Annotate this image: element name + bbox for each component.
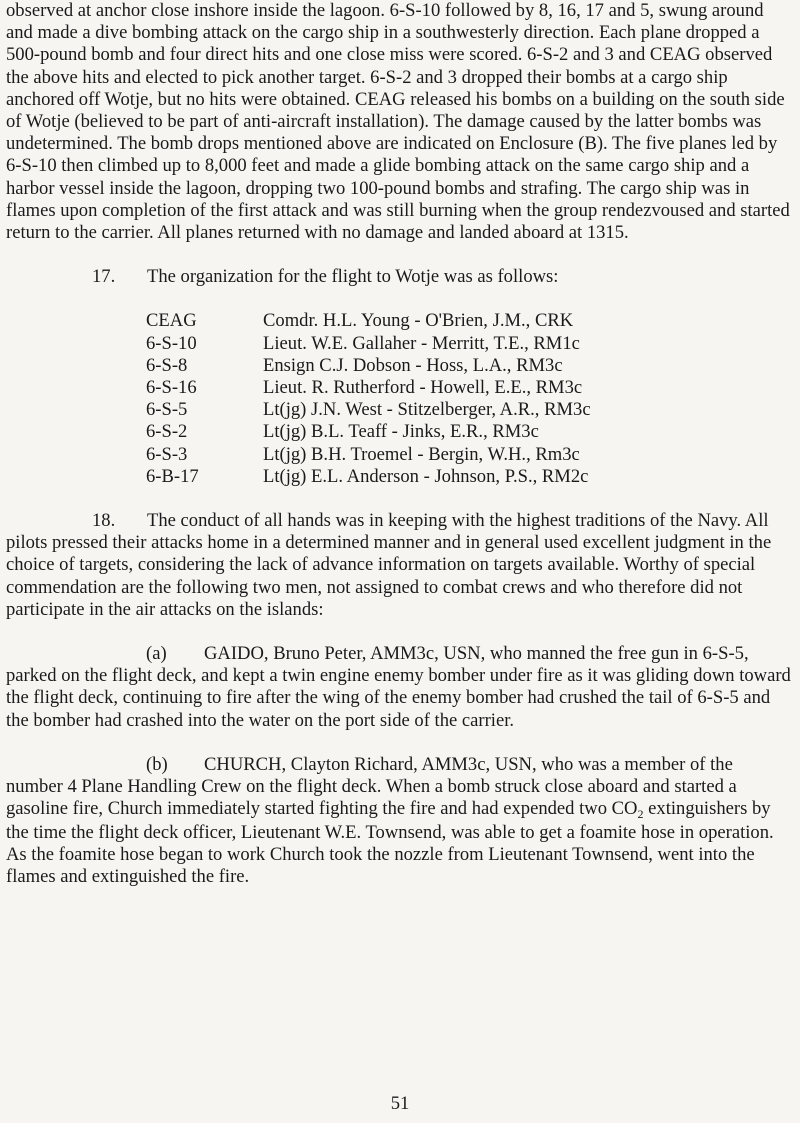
crew-names: Lieut. W.E. Gallaher - Merritt, T.E., RM1c [263,332,580,354]
paragraph-text: The conduct of all hands was in keeping with the highest traditions of the Navy. All pilots pressed their attacks home in a determined manner and in general used excellent judgment in the choice of targets, considering the lack of advance information on targets available. Worthy of special commendation are the following two men, not assigned to combat crews and who therefore did not participate in the air attacks on the islands: [6,510,772,620]
roster-row [146,399,591,421]
flight-roster [146,310,591,488]
page-number: 51 [390,1093,410,1114]
crew-names: Lt(jg) E.L. Anderson - Johnson, P.S., RM2c [263,465,589,487]
commendation-item-b [6,754,791,888]
item-text: GAIDO, Bruno Peter, AMM3c, USN, who manned the free gun in 6-S-5, parked on the flight deck, and kept a twin engine enemy bomber under fire as it was gliding down toward the flight deck, continuing to fire after the wing of the enemy bomber had crushed the tail of 6-S-5 and the bomber had crashed into the water on the port side of the carrier. [6,643,791,731]
crew-names: Lt(jg) J.N. West - Stitzelberger, A.R., RM3c [263,399,591,421]
paragraph-text: The organization for the flight to Wotje was as follows: [147,266,559,288]
document-body [6,0,791,888]
plane-code: 6-S-3 [146,443,188,465]
roster-row [146,355,591,377]
subscript-two: 2 [637,807,644,822]
item-text-continued: extinguishers by the time the flight deck officer, Lieutenant W.E. Townsend, was able to get a foamite hose in operation. As the foamite hose began to work Church took the nozzle from Lieutenant Townsend, went into the flames and extinguished the fire. [6,798,774,887]
crew-names: Lt(jg) B.L. Teaff - Jinks, E.R., RM3c [263,421,539,443]
plane-code: 6-S-8 [146,354,188,376]
item-label: (b) [146,753,168,775]
paragraph-number: 17. [92,266,116,288]
paragraph-17 [6,266,791,288]
roster-row [146,421,591,443]
roster-row [146,466,591,488]
crew-names: Lt(jg) B.H. Troemel - Bergin, W.H., Rm3c [263,443,580,465]
roster-row [146,444,591,466]
roster-row [146,333,591,355]
plane-code: 6-S-16 [146,377,197,399]
item-label: (a) [146,643,167,665]
commendation-item-a [6,643,791,732]
roster-row [146,377,591,399]
plane-code: 6-S-5 [146,399,188,421]
crew-names: Ensign C.J. Dobson - Hoss, L.A., RM3c [263,354,563,376]
roster-row [146,310,591,332]
item-text: CHURCH, Clayton Richard, AMM3c, USN, who was a member of the number 4 Plane Handling Crew on the flight deck. When a bomb struck close aboard and started a gasoline fire, Church immediately started fighting the fire and had expended two CO [6,753,737,820]
plane-code: 6-S-10 [146,332,197,354]
continued-paragraph: observed at anchor close inshore inside the lagoon. 6-S-10 followed by 8, 16, 17 and 5, swung around and made a dive bombing attack on the cargo ship in a southwesterly direction. Each plane dropped a 500-pound bomb and four direct hits and one close miss were scored. 6-S-2 and 3 and CEAG observed the above hits and elected to pick another target. 6-S-2 and 3 dropped their bombs at a cargo ship anchored off Wotje, but no hits were obtained. CEAG released his bombs on a building on the south side of Wotje (believed to be part of anti-aircraft installation). The damage caused by the latter bombs was undetermined. The bomb drops mentioned above are indicated on Enclosure (B). The five planes led by 6-S-10 then climbed up to 8,000 feet and made a glide bombing attack on the same cargo ship and a harbor vessel inside the lagoon, dropping two 100-pound bombs and strafing. The cargo ship was in flames upon completion of the first attack and was still burning when the group rendezvoused and started return to the carrier. All planes returned with no damage and landed aboard at 1315. [6,0,790,244]
plane-code: 6-B-17 [146,465,199,487]
paragraph-number: 18. [92,510,116,532]
plane-code: CEAG [146,310,197,332]
paragraph-18 [6,510,791,621]
crew-names: Comdr. H.L. Young - O'Brien, J.M., CRK [263,310,574,332]
crew-names: Lieut. R. Rutherford - Howell, E.E., RM3c [263,377,583,399]
plane-code: 6-S-2 [146,421,188,443]
